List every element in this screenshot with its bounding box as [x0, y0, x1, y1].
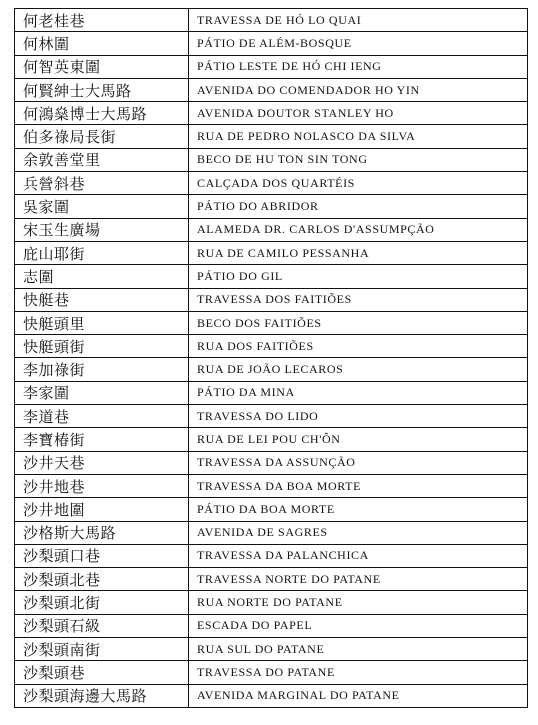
table-row [15, 9, 528, 32]
portuguese-name-cell: TRAVESSA DO PATANE [189, 661, 528, 684]
table-row [15, 358, 528, 381]
table-row [15, 78, 528, 101]
portuguese-name-cell: PÁTIO LESTE DE HÓ CHI IENG [189, 55, 528, 78]
portuguese-name-cell: AVENIDA DO COMENDADOR HO YIN [189, 78, 528, 101]
portuguese-name-cell: TRAVESSA DA PALANCHICA [189, 544, 528, 567]
table-row [15, 498, 528, 521]
portuguese-name-cell: ESCADA DO PAPEL [189, 614, 528, 637]
table-body [15, 9, 528, 708]
chinese-name-cell: 李加祿街 [15, 358, 189, 381]
portuguese-name-cell: RUA DOS FAITIÕES [189, 335, 528, 358]
portuguese-name-cell: TRAVESSA DOS FAITIÕES [189, 288, 528, 311]
chinese-name-cell: 快艇頭里 [15, 311, 189, 334]
table-row [15, 55, 528, 78]
chinese-name-cell: 沙梨頭北街 [15, 591, 189, 614]
portuguese-name-cell: TRAVESSA DA BOA MORTE [189, 474, 528, 497]
table-row [15, 614, 528, 637]
table-row [15, 428, 528, 451]
portuguese-name-cell: TRAVESSA DA ASSUNÇÃO [189, 451, 528, 474]
chinese-name-cell: 何林圍 [15, 32, 189, 55]
portuguese-name-cell: RUA SUL DO PATANE [189, 638, 528, 661]
portuguese-name-cell: PÁTIO DA MINA [189, 381, 528, 404]
table-row [15, 195, 528, 218]
table-row [15, 684, 528, 707]
portuguese-name-cell: PÁTIO DE ALÉM-BOSQUE [189, 32, 528, 55]
chinese-name-cell: 宋玉生廣場 [15, 218, 189, 241]
chinese-name-cell: 快艇頭街 [15, 335, 189, 358]
table-row [15, 288, 528, 311]
chinese-name-cell: 何賢紳士大馬路 [15, 78, 189, 101]
table-row [15, 474, 528, 497]
chinese-name-cell: 沙井地巷 [15, 474, 189, 497]
table-row [15, 265, 528, 288]
chinese-name-cell: 沙梨頭南街 [15, 638, 189, 661]
chinese-name-cell: 兵營斜巷 [15, 172, 189, 195]
chinese-name-cell: 何智英東圍 [15, 55, 189, 78]
table-row [15, 241, 528, 264]
portuguese-name-cell: AVENIDA DOUTOR STANLEY HO [189, 102, 528, 125]
table-row [15, 521, 528, 544]
table-row [15, 32, 528, 55]
chinese-name-cell: 沙井地圍 [15, 498, 189, 521]
table-row [15, 148, 528, 171]
table-row [15, 568, 528, 591]
table-row [15, 638, 528, 661]
portuguese-name-cell: AVENIDA MARGINAL DO PATANE [189, 684, 528, 707]
table-row [15, 311, 528, 334]
portuguese-name-cell: RUA DE PEDRO NOLASCO DA SILVA [189, 125, 528, 148]
chinese-name-cell: 沙梨頭石級 [15, 614, 189, 637]
portuguese-name-cell: RUA DE LEI POU CH'ÔN [189, 428, 528, 451]
table-row [15, 591, 528, 614]
table-row [15, 544, 528, 567]
portuguese-name-cell: PÁTIO DO GIL [189, 265, 528, 288]
table-row [15, 172, 528, 195]
portuguese-name-cell: PÁTIO DA BOA MORTE [189, 498, 528, 521]
table-row [15, 125, 528, 148]
portuguese-name-cell: RUA DE CAMILO PESSANHA [189, 241, 528, 264]
chinese-name-cell: 沙梨頭口巷 [15, 544, 189, 567]
portuguese-name-cell: RUA NORTE DO PATANE [189, 591, 528, 614]
chinese-name-cell: 志圍 [15, 265, 189, 288]
chinese-name-cell: 庇山耶街 [15, 241, 189, 264]
portuguese-name-cell: ALAMEDA DR. CARLOS D'ASSUMPÇÃO [189, 218, 528, 241]
chinese-name-cell: 李寶椿街 [15, 428, 189, 451]
chinese-name-cell: 何老桂巷 [15, 9, 189, 32]
portuguese-name-cell: BECO DOS FAITIÕES [189, 311, 528, 334]
chinese-name-cell: 沙梨頭北巷 [15, 568, 189, 591]
table-row [15, 102, 528, 125]
portuguese-name-cell: PÁTIO DO ABRIDOR [189, 195, 528, 218]
chinese-name-cell: 吳家圍 [15, 195, 189, 218]
portuguese-name-cell: RUA DE JOÃO LECAROS [189, 358, 528, 381]
chinese-name-cell: 沙梨頭巷 [15, 661, 189, 684]
portuguese-name-cell: TRAVESSA DO LIDO [189, 405, 528, 428]
chinese-name-cell: 快艇巷 [15, 288, 189, 311]
portuguese-name-cell: CALÇADA DOS QUARTÉIS [189, 172, 528, 195]
table-row [15, 661, 528, 684]
chinese-name-cell: 伯多祿局長街 [15, 125, 189, 148]
chinese-name-cell: 何鴻燊博士大馬路 [15, 102, 189, 125]
table-row [15, 451, 528, 474]
chinese-name-cell: 沙梨頭海邊大馬路 [15, 684, 189, 707]
portuguese-name-cell: TRAVESSA DE HÓ LO QUAI [189, 9, 528, 32]
chinese-name-cell: 李道巷 [15, 405, 189, 428]
table-row [15, 405, 528, 428]
portuguese-name-cell: TRAVESSA NORTE DO PATANE [189, 568, 528, 591]
table-row [15, 218, 528, 241]
table-row [15, 381, 528, 404]
street-name-table [14, 8, 528, 708]
chinese-name-cell: 沙格斯大馬路 [15, 521, 189, 544]
portuguese-name-cell: BECO DE HU TON SIN TONG [189, 148, 528, 171]
chinese-name-cell: 李家圍 [15, 381, 189, 404]
portuguese-name-cell: AVENIDA DE SAGRES [189, 521, 528, 544]
street-name-table-page [14, 8, 528, 708]
table-row [15, 335, 528, 358]
chinese-name-cell: 余敦善堂里 [15, 148, 189, 171]
chinese-name-cell: 沙井天巷 [15, 451, 189, 474]
